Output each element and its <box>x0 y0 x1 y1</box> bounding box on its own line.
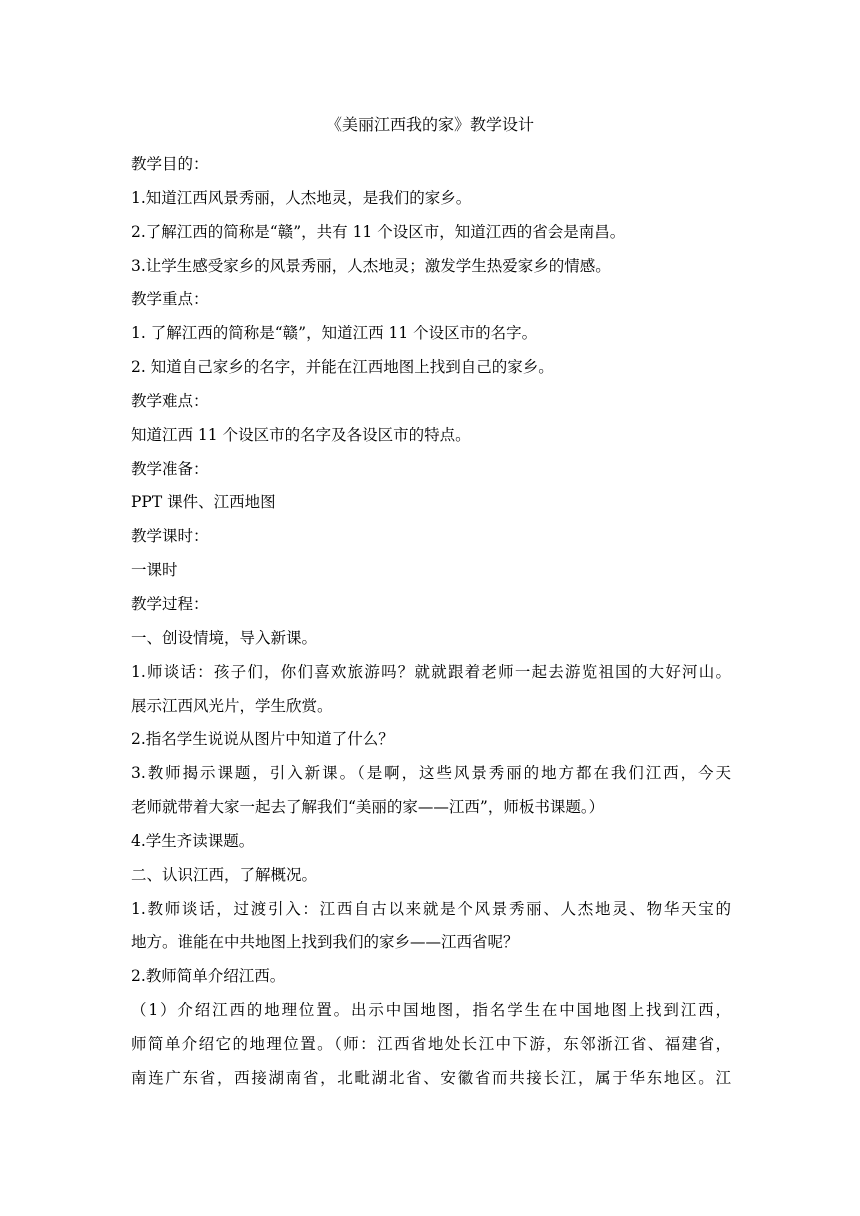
section-heading-preparation: 教学准备： <box>131 459 209 478</box>
paragraph-line: 师简单介绍它的地理位置。（师：江西省地处长江中下游，东邻浙江省、福建省， <box>131 1034 731 1053</box>
paragraph-line: 2.指名学生说说从图片中知道了什么？ <box>131 730 394 749</box>
section-heading-process: 教学过程： <box>131 594 209 613</box>
paragraph-line: 老师就带着大家一起去了解我们“美丽的家——江西”，师板书课题。） <box>131 798 605 817</box>
paragraph-line: 1.教师谈话，过渡引入：江西自古以来就是个风景秀丽、人杰地灵、物华天宝的 <box>131 899 731 918</box>
paragraph-line: 1.师谈话：孩子们，你们喜欢旅游吗？就就跟着老师一起去游览祖国的大好河山。 <box>131 662 731 681</box>
paragraph-line: 2. 知道自己家乡的名字，并能在江西地图上找到自己的家乡。 <box>131 358 554 377</box>
section-heading-key-points: 教学重点： <box>131 290 209 309</box>
section-heading-objectives: 教学目的： <box>131 155 209 173</box>
paragraph-line: 一课时 <box>131 561 178 580</box>
subsection-heading: 一、创设情境，导入新课。 <box>131 628 318 647</box>
document-body <box>131 153 731 1101</box>
paragraph-line: 南连广东省，西接湖南省，北毗湖北省、安徽省而共接长江，属于华东地区。江 <box>131 1068 731 1087</box>
paragraph-line: 3.让学生感受家乡的风景秀丽，人杰地灵；激发学生热爱家乡的情感。 <box>131 256 611 275</box>
paragraph-line: （1）介绍江西的地理位置。出示中国地图，指名学生在中国地图上找到江西， <box>131 1001 731 1020</box>
paragraph-line: 4.学生齐读课题。 <box>131 831 255 850</box>
paragraph-line: 2.了解江西的简称是“赣”，共有 11 个设区市，知道江西的省会是南昌。 <box>131 222 626 241</box>
document-title: 《美丽江西我的家》教学设计 <box>325 115 534 134</box>
paragraph-line: PPT 课件、江西地图 <box>131 493 276 512</box>
paragraph-line: 知道江西 11 个设区市的名字及各设区市的特点。 <box>131 425 471 444</box>
paragraph-line: 3.教师揭示课题，引入新课。（是啊，这些风景秀丽的地方都在我们江西，今天 <box>131 764 731 783</box>
paragraph-line: 展示江西风光片，学生欣赏。 <box>131 696 333 715</box>
section-heading-class-hours: 教学课时： <box>131 527 209 546</box>
paragraph-line: 地方。谁能在中共地图上找到我们的家乡——江西省呢？ <box>131 933 519 952</box>
paragraph-line: 1. 了解江西的简称是“赣”，知道江西 11 个设区市的名字。 <box>131 324 538 343</box>
paragraph-line: 1.知道江西风景秀丽，人杰地灵，是我们的家乡。 <box>131 188 472 207</box>
section-heading-difficulties: 教学难点： <box>131 391 209 410</box>
paragraph-line: 2.教师简单介绍江西。 <box>131 967 286 986</box>
subsection-heading: 二、认识江西，了解概况。 <box>131 865 318 884</box>
